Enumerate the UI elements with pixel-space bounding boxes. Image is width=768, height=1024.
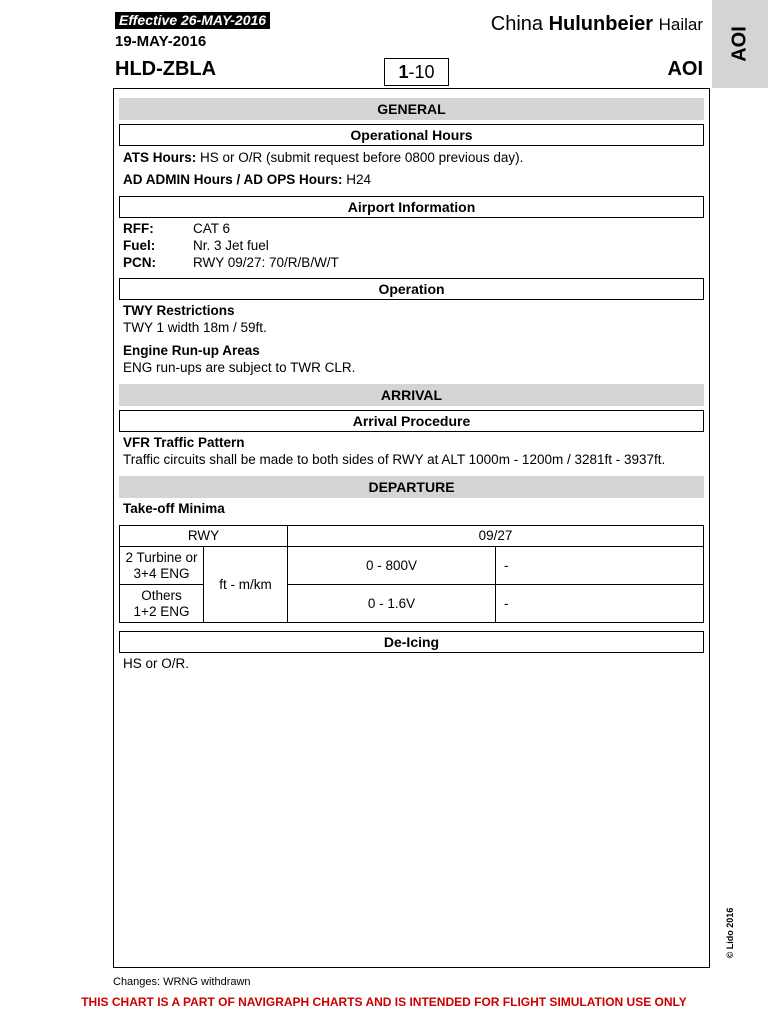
airport-information-header: Airport Information — [119, 196, 704, 218]
minima-extra-cell: - — [496, 585, 704, 623]
rff-value: CAT 6 — [193, 221, 231, 236]
twy-restrictions-text: TWY 1 width 18m / 59ft. — [123, 320, 267, 335]
section-tab-label: AOI — [728, 26, 751, 62]
ats-hours-value: HS or O/R (submit request before 0800 previous day). — [200, 150, 524, 165]
general-band: GENERAL — [119, 98, 704, 120]
takeoff-minima-title: Take-off Minima — [123, 501, 225, 516]
rwy-header-cell: RWY — [120, 526, 288, 547]
airport-name: Hailar — [658, 15, 703, 34]
page-number-bold: 1 — [398, 62, 409, 82]
admin-hours-label: AD ADMIN Hours / AD OPS Hours: — [123, 172, 343, 187]
airport-code: HLD-ZBLA — [115, 58, 217, 80]
fuel-value: Nr. 3 Jet fuel — [193, 238, 269, 253]
engine-runup-text: ENG run-ups are subject to TWR CLR. — [123, 360, 356, 375]
ats-hours-line — [123, 150, 523, 165]
section-code: AOI — [667, 58, 703, 80]
category-cell — [120, 547, 204, 585]
category-line2: 3+4 ENG — [133, 565, 190, 581]
simulation-disclaimer: THIS CHART IS A PART OF NAVIGRAPH CHARTS AND IS INTENDED FOR FLIGHT SIMULATION USE ONLY — [81, 995, 687, 1009]
fuel-label: Fuel: — [123, 238, 156, 253]
rff-label: RFF: — [123, 221, 154, 236]
issue-date: 19-MAY-2016 — [115, 33, 207, 50]
effective-date-badge: Effective 26-MAY-2016 — [115, 12, 270, 29]
table-row — [120, 547, 704, 585]
twy-restrictions-title: TWY Restrictions — [123, 303, 235, 318]
pcn-label: PCN: — [123, 255, 156, 270]
arrival-procedure-header: Arrival Procedure — [119, 410, 704, 432]
category-line2: 1+2 ENG — [133, 603, 190, 619]
operational-hours-header: Operational Hours — [119, 124, 704, 146]
arrival-band: ARRIVAL — [119, 384, 704, 406]
rwy-value-cell: 09/27 — [288, 526, 704, 547]
category-line1: Others — [141, 587, 182, 603]
ats-hours-label: ATS Hours: — [123, 150, 197, 165]
operation-header: Operation — [119, 278, 704, 300]
category-line1: 2 Turbine or — [125, 549, 198, 565]
country-name: China — [490, 13, 544, 35]
admin-hours-value: H24 — [346, 172, 372, 187]
units-cell: ft - m/km — [204, 547, 288, 623]
category-cell — [120, 585, 204, 623]
vfr-pattern-title: VFR Traffic Pattern — [123, 435, 245, 450]
minima-value-cell: 0 - 800V — [288, 547, 496, 585]
pcn-value: RWY 09/27: 70/R/B/W/T — [193, 255, 339, 270]
takeoff-minima-table — [119, 525, 704, 623]
departure-band: DEPARTURE — [119, 476, 704, 498]
table-header-row — [120, 526, 704, 547]
minima-extra-cell: - — [496, 547, 704, 585]
minima-value-cell: 0 - 1.6V — [288, 585, 496, 623]
changes-note: Changes: WRNG withdrawn — [113, 976, 251, 988]
airport-title — [491, 13, 703, 36]
deicing-header: De-Icing — [119, 631, 704, 653]
page-number-box — [384, 58, 449, 86]
admin-hours-line — [123, 172, 371, 187]
city-name: Hulunbeier — [548, 13, 654, 35]
engine-runup-title: Engine Run-up Areas — [123, 343, 260, 358]
deicing-text: HS or O/R. — [123, 656, 190, 671]
vfr-pattern-text: Traffic circuits shall be made to both sides of RWY at ALT 1000m - 1200m / 3281ft - 3937ft. — [123, 452, 666, 467]
page-number-rest: -10 — [408, 62, 435, 82]
copyright: © Lido 2016 — [725, 907, 735, 959]
